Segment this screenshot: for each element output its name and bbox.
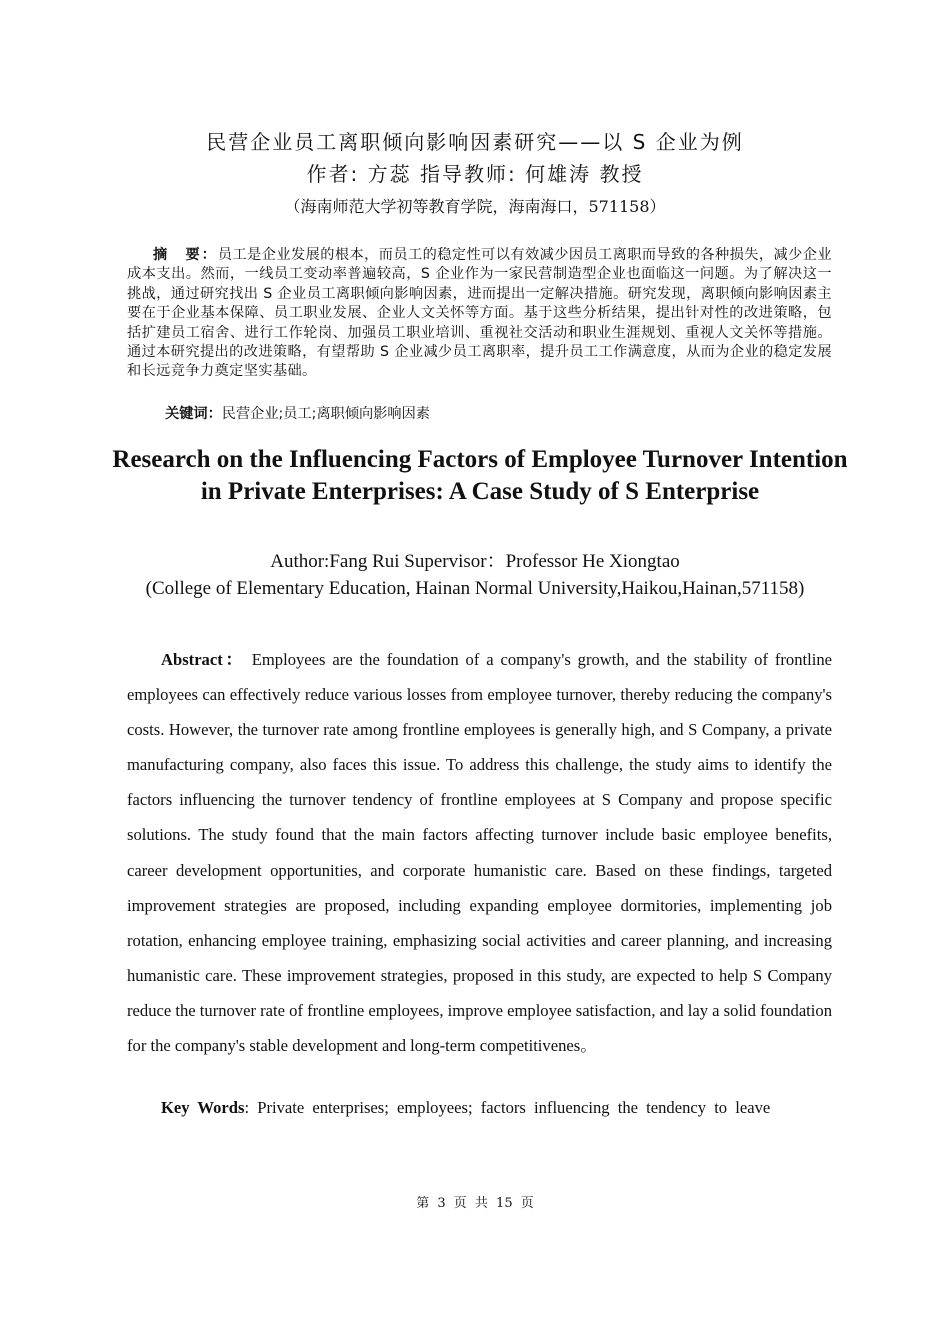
chinese-affiliation: （海南师范大学初等教育学院，海南海口，571158） [284,197,666,216]
english-keywords [161,1098,770,1118]
chinese-keywords-label: 关键词： [165,406,222,422]
english-abstract [127,642,832,1063]
page-number-footer: 第 3 页 共 15 页 [416,1196,534,1211]
chinese-keywords-text: 民营企业;员工;离职倾向影响因素 [221,406,430,422]
english-abstract-text: Employees are the foundation of a company's growth, and the stability of frontline employees can effectively reduce various losses from employee turnover, thereby reducing the company's costs. However, the turnover rate among frontline employees is generally high, and S Company, a private manufacturing company, also faces this issue. To address this challenge, the study aims to identify the factors influencing the turnover tendency of frontline employees at S Company and propose specific solutions. The study found that the main factors affecting turnover include basic employee benefits, career development opportunities, and corporate humanistic care. Based on these findings, targeted improvement strategies are proposed, including expanding employee dormitories, implementing job rotation, enhancing employee training, emphasizing social activities and career planning, and increasing humanistic care. These improvement strategies, proposed in this study, are expected to help S Company reduce the turnover rate of frontline employees, improve employee satisfaction, and lay a solid foundation for the company's stable development and long-term competitivenes。 [127,650,833,1056]
chinese-abstract-label: 摘 要： [153,247,218,263]
english-author: Author:Fang Rui Supervisor：Professor He Xiongtao [270,551,680,572]
english-keywords-label: Key Words [161,1098,245,1117]
english-keywords-text: : Private enterprises; employees; factors influencing the tendency to leave [244,1098,771,1117]
chinese-abstract-text: 员工是企业发展的根本，而员工的稳定性可以有效减少因员工离职而导致的各种损失，减少企业成本支出。然而，一线员工变动率普遍较高，S 企业作为一家民营制造型企业也面临这一问题。为了解决这一挑战，通过研究找出 S 企业员工离职倾向影响因素，进而提出一定解决措施。研究发现，离职倾向影响因素主要在于企业基本保障、员工职业发展、企业人文关怀等方面。基于这些分析结果，提出针对性的改进策略，包括扩建员工宿舍、进行工作轮岗、加强员工职业培训、重视社交活动和职业生涯规划、重视人文关怀等措施。通过本研究提出的改进策略，有望帮助 S 企业减少员工离职率，提升员工工作满意度，从而为企业的稳定发展和长远竞争力奠定坚实基础。 [127,247,832,380]
english-affiliation: (College of Elementary Education, Hainan Normal University,Haikou,Hainan,571158) [145,578,805,599]
chinese-abstract [127,246,832,382]
chinese-authors: 作者: 方蕊 指导教师: 何雄涛 教授 [306,162,644,186]
english-abstract-label: Abstract： [161,650,245,669]
chinese-title: 民营企业员工离职倾向影响因素研究——以 S 企业为例 [206,130,744,154]
chinese-keywords [165,403,430,423]
english-title: Research on the Influencing Factors of Employee Turnover Intention in Private Enterprises: A Case Study of S Enterprise [112,446,848,505]
